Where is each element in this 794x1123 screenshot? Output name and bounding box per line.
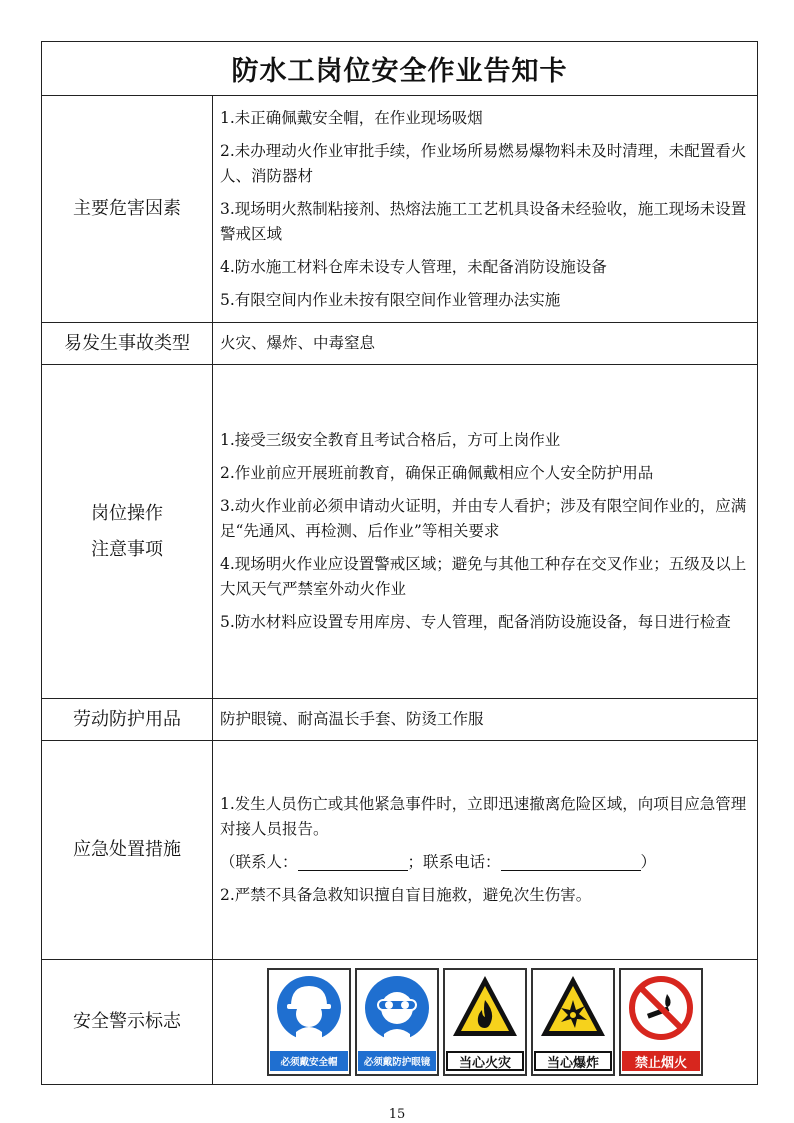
contact-line (220, 850, 749, 875)
hazard-item: 1.未正确佩戴安全帽，在作业现场吸烟 (220, 108, 483, 127)
contact-phone-label: ；联系电话： (407, 853, 501, 871)
operations-row (42, 364, 757, 698)
hazards-label: 主要危害因素 (42, 96, 213, 322)
emergency-row (42, 740, 757, 959)
ppe-label: 劳动防护用品 (42, 699, 213, 740)
notice-card (41, 41, 758, 1085)
sign-caption: 必须戴防护眼镜 (358, 1051, 436, 1071)
hazard-item: 5.有限空间内作业未按有限空间作业管理办法实施 (220, 290, 561, 309)
hazards-row (42, 95, 757, 322)
ppe-row (42, 698, 757, 740)
hazard-item: 3.现场明火熬制粘接剂、热熔法施工工艺机具设备未经验收，施工现场未设置警戒区域 (220, 199, 747, 243)
operations-content (213, 365, 757, 698)
card-title: 防水工岗位安全作业告知卡 (231, 56, 568, 87)
accidents-row (42, 322, 757, 364)
contact-phone-blank (501, 852, 641, 871)
helmet-icon (273, 970, 345, 1046)
sign-fire-warning (443, 968, 527, 1076)
page-number: 15 (388, 1107, 406, 1122)
hazard-item: 4.防水施工材料仓库未设专人管理，未配备消防设施设备 (220, 257, 607, 276)
sign-caption: 必须戴安全帽 (270, 1051, 348, 1071)
operation-item: 4.现场明火作业应设置警戒区域；避免与其他工种存在交叉作业；五级及以上大风天气严禁室外动火作业 (220, 555, 747, 598)
contact-person-blank (298, 852, 408, 871)
sign-goggles (355, 968, 439, 1076)
operation-item: 3.动火作业前必须申请动火证明，并由专人看护；涉及有限空间作业的，应满足“先通风、再检测、后作业”等相关要求 (220, 497, 747, 540)
hazard-item: 2.未办理动火作业审批手续，作业场所易燃易爆物料未及时清理，未配置看火人、消防器材 (220, 141, 747, 185)
emergency-item: 2.严禁不具备急救知识擅自盲目施救，避免次生伤害。 (220, 886, 592, 904)
emergency-label: 应急处置措施 (42, 741, 213, 959)
operation-item: 2.作业前应开展班前教育，确保正确佩戴相应个人安全防护用品 (220, 464, 654, 482)
contact-close: ） (640, 853, 657, 871)
signs-row (42, 959, 757, 1084)
sign-caption: 禁止烟火 (622, 1051, 700, 1071)
contact-label: （联系人： (220, 853, 298, 871)
accidents-label: 易发生事故类型 (42, 323, 213, 364)
operation-item: 5.防水材料应设置专用库房、专人管理，配备消防设施设备，每日进行检查 (220, 613, 731, 631)
signs-label: 安全警示标志 (42, 960, 213, 1084)
emergency-item: 1.发生人员伤亡或其他紧急事件时，立即迅速撤离危险区域，向项目应急管理对接人员报告。 (220, 795, 747, 838)
sign-helmet (267, 968, 351, 1076)
operations-label-line1: 岗位操作 (91, 502, 163, 524)
signs-strip (213, 960, 757, 1084)
operations-label-line2: 注意事项 (91, 538, 163, 560)
goggles-icon (361, 970, 433, 1046)
no-fire-icon (625, 970, 697, 1046)
title-row (42, 42, 757, 95)
accidents-content: 火灾、爆炸、中毒窒息 (220, 334, 376, 352)
emergency-content (213, 741, 757, 959)
operations-label (42, 365, 213, 698)
sign-caption: 当心爆炸 (534, 1051, 612, 1071)
hazards-content (213, 96, 757, 322)
fire-warning-icon (449, 970, 521, 1046)
sign-explosion-warning (531, 968, 615, 1076)
sign-caption: 当心火灾 (446, 1051, 524, 1071)
ppe-content: 防护眼镜、耐高温长手套、防烫工作服 (220, 710, 484, 728)
explosion-warning-icon (537, 970, 609, 1046)
operation-item: 1.接受三级安全教育且考试合格后，方可上岗作业 (220, 431, 561, 449)
sign-no-fire (619, 968, 703, 1076)
